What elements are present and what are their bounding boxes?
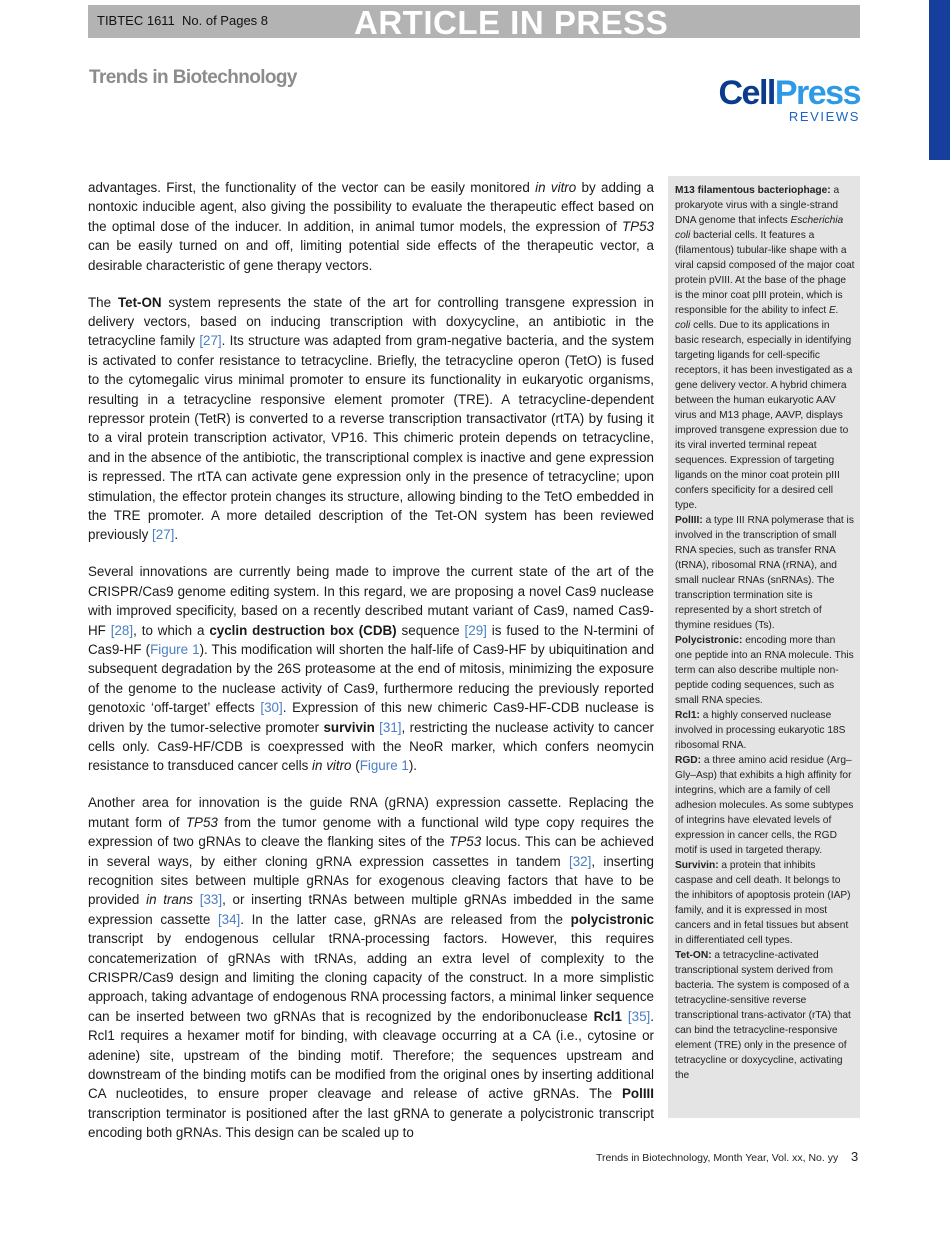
journal-title: Trends in Biotechnology bbox=[89, 67, 297, 88]
glossary-text bbox=[675, 183, 855, 1083]
term-tet-on[interactable]: Tet-ON bbox=[117, 294, 162, 310]
reference-link[interactable]: [27] bbox=[199, 333, 222, 349]
glossary-entry-rgd: RGD: a three amino acid residue (Arg–Gly–Asp) that exhibits a high affinity for integrins, which are a family of cell adhesion molecules. As some subtypes of integrins have elevated levels of expression in cancer cells, the RGD motif is used in targeted therapy. bbox=[675, 755, 854, 856]
page-number: 3 bbox=[851, 1149, 859, 1164]
reference-link[interactable]: [33] bbox=[199, 892, 223, 908]
reference-link[interactable]: [32] bbox=[568, 853, 592, 869]
glossary-entry-polycistronic: Polycistronic: encoding more than one peptide into an RNA molecule. This term can also describe multiple non-peptide coding sequences, such as small RNA species. bbox=[675, 635, 854, 706]
figure-link[interactable]: Figure 1 bbox=[359, 758, 409, 774]
logo-reviews: REVIEWS bbox=[788, 109, 860, 124]
glossary-entry-m13: M13 filamentous bacteriophage: a prokaryote virus with a single-strand DNA genome that infects Escherichia coli bacterial cells. It features a (filamentous) tubular-like shape with a viral capsid composed of the major coat protein pVIII. At the base of the phage is the minor coat pIII protein, which is responsible for the ability to infect E. coli cells. Due to its applications in basic research, especially in identifying targeting ligands for cell-specific receptors, it has been investigated as a gene delivery vector. A hybrid chimera between the human eukaryotic AAV virus and M13 phage, AAVP, displays improved transgene expression due to its viral inverted terminal repeat sequences. Expression of targeting ligands on the minor coat protein pIII confers specificity for a desired cell type. bbox=[675, 185, 855, 511]
article-header-bar bbox=[88, 4, 860, 41]
paragraph-3: Several innovations are currently being made to improve the current state of the art of the CRISPR/Cas9 genome editing system. In this regard, we are proposing a novel Cas9 nuclease with improved specificity, based on a recently described mutant variant of Cas9, named Cas9-HF [28], to which a cyclin destruction box (CDB) sequence [29] is fused to the N-termini of Cas9-HF (Figure 1). This modification will shorten the half-life of Cas9-HF by ubiquitination and subsequent degradation by the 26S proteasome at the end of mitosis, minimizing the exposure of the genome to the nuclease activity of Cas9, furthermore reducing the previously reported genotoxic ‘off-target’ effects [30]. Expression of this new chimeric Cas9-HF-CDB nuclease is driven by the tumor-selective promoter survivin [31], restricting the nuclease activity to cancer cells only. Cas9-HF/CDB is coexpressed with the NeoR marker, which confers neomycin resistance to transduced cancer cells in vitro (Figure 1). bbox=[88, 564, 655, 774]
glossary-entry-survivin: Survivin: a protein that inhibits caspase and cell death. It belongs to the inhibitors of apoptosis protein (IAP) family, and it is expressed in most cancers and in fetal tissues but absent in differentiated cell types. bbox=[675, 860, 851, 946]
glossary-entry-tet-on: Tet-ON: a tetracycline-activated transcriptional system derived from bacteria. The system is composed of a tetracycline-sensitive reverse transcriptional trans-activator (rTA) that can bind the tetracycline-responsive element (TRE) only in the presence of tetracycline or doxycycline, activating the bbox=[675, 950, 851, 1081]
cellpress-logo bbox=[712, 76, 860, 128]
glossary-entry-rcl1: Rcl1: a highly conserved nuclease involved in processing eukaryotic 18S ribosomal RNA. bbox=[675, 710, 846, 751]
reference-link[interactable]: [27] bbox=[152, 527, 175, 543]
section-edge-tab bbox=[929, 0, 950, 160]
reference-link[interactable]: [34] bbox=[217, 911, 241, 927]
reference-link[interactable]: [29] bbox=[464, 622, 487, 638]
logo-cell: Cell bbox=[718, 74, 775, 112]
footer-citation: Trends in Biotechnology, Month Year, Vol. xx, No. yy bbox=[596, 1152, 839, 1164]
reference-link[interactable]: [31] bbox=[379, 719, 402, 735]
main-text bbox=[88, 178, 654, 1160]
term-poliii[interactable]: PolIII bbox=[622, 1086, 654, 1102]
article-in-press-banner: ARTICLE IN PRESS bbox=[354, 4, 669, 41]
term-survivin[interactable]: survivin bbox=[323, 719, 375, 735]
paragraph-2: The Tet-ON system represents the state of the art for controlling transgene expression in delivery vectors, based on inducing transcription with doxycycline, an antibiotic in the tetracycline family [27]. Its structure was adapted from gram-negative bacteria, and the system is activated to confer resistance to tetracycline. Briefly, the tetracycline operon (TetO) is fused to the cytomegalic virus minimal promoter to ensure its functionality in eukaryotic organisms, resulting in a tetracycline responsive element promoter (TRE). A tetracycline-dependent repressor protein (TetR) is converted to a reverse transcription transactivator (rtTA) by fusing it to a viral protein transcription activator, VP16. This chimeric protein depends on tetracycline, and in the absence of the antibiotic, the transcriptional complex is inactive and gene expression is repressed. The rtTA can activate gene expression only in the presence of tetracycline; upon stimulation, the effector protein changes its structure, allowing binding to the TetO embedded in the TRE promoter. A more detailed description of the Tet-ON system has been reviewed previously [27]. bbox=[88, 294, 654, 543]
paragraph-1: advantages. First, the functionality of the vector can be easily monitored in vitro by adding a nontoxic inducible agent, also giving the possibility to evaluate the therapeutic effect based on the optimal dose of the inducer. In addition, in animal tumor models, the expression of TP53 can be easily turned on and off, limiting potential side effects of the therapeutic vector, a desirable characteristic of gene therapy vectors. bbox=[88, 180, 654, 273]
reference-link[interactable]: [30] bbox=[260, 700, 283, 716]
term-polycistronic[interactable]: polycistronic bbox=[570, 911, 654, 927]
paragraph-4: Another area for innovation is the guide RNA (gRNA) expression cassette. Replacing the mutant form of TP53 from the tumor genome with a functional wild type copy requires the expression of two gRNAs to cleave the flanking sites of the TP53 locus. This can be achieved in several ways, by either cloning gRNA expression cassettes in tandem [32], inserting recognition sites between multiple gRNAs for exogenous cleaving factors that have to be provided in trans [33], or inserting tRNAs between multiple gRNAs imbedded in the same expression cassette [34]. In the latter case, gRNAs are released from the polycistronic transcript by endogenous cellular tRNA-processing factors. However, this requires concatemerization of gRNAs with tRNAs, adding an extra level of complexity to the CRISPR/Cas9 design and limiting the cloning capacity of the construct. In a more simplistic approach, taking advantage of endogenous RNA processing factors, a minimal linker sequence can be inserted between two gRNAs that is recognized by the endoribonuclease Rcl1 [35]. Rcl1 requires a hexamer motif for binding, with cleavage occurring at a CA (i.e., cytosine or adenine) site, upstream of the binding motif. Therefore; the sequences upstream and downstream of the binding motifs can be modified from the original ones by inserting additional CA nucleotides, to ensure proper cleavage and release of active gRNAs. The PolIII transcription terminator is positioned after the last gRNA to generate a polycistronic transcript encoding both gRNAs. This design can be scaled up to bbox=[88, 795, 655, 1141]
term-rcl1[interactable]: Rcl1 bbox=[593, 1008, 622, 1024]
reference-link[interactable]: [35] bbox=[627, 1008, 651, 1024]
article-id: TIBTEC 1611 No. of Pages 8 bbox=[97, 13, 269, 28]
term-cdb[interactable]: cyclin destruction box (CDB) bbox=[209, 622, 397, 638]
logo-press: Press bbox=[774, 74, 860, 112]
glossary-entry-poliii: PolIII: a type III RNA polymerase that is involved in the transcription of small RNA species, such as transfer RNA (tRNA), ribosomal RNA (rRNA), and small nuclear RNAs (snRNAs). The transcription termination site is represented by a short stretch of thymine residues (Ts). bbox=[675, 515, 854, 631]
figure-link[interactable]: Figure 1 bbox=[150, 641, 200, 657]
reference-link[interactable]: [28] bbox=[110, 622, 134, 638]
